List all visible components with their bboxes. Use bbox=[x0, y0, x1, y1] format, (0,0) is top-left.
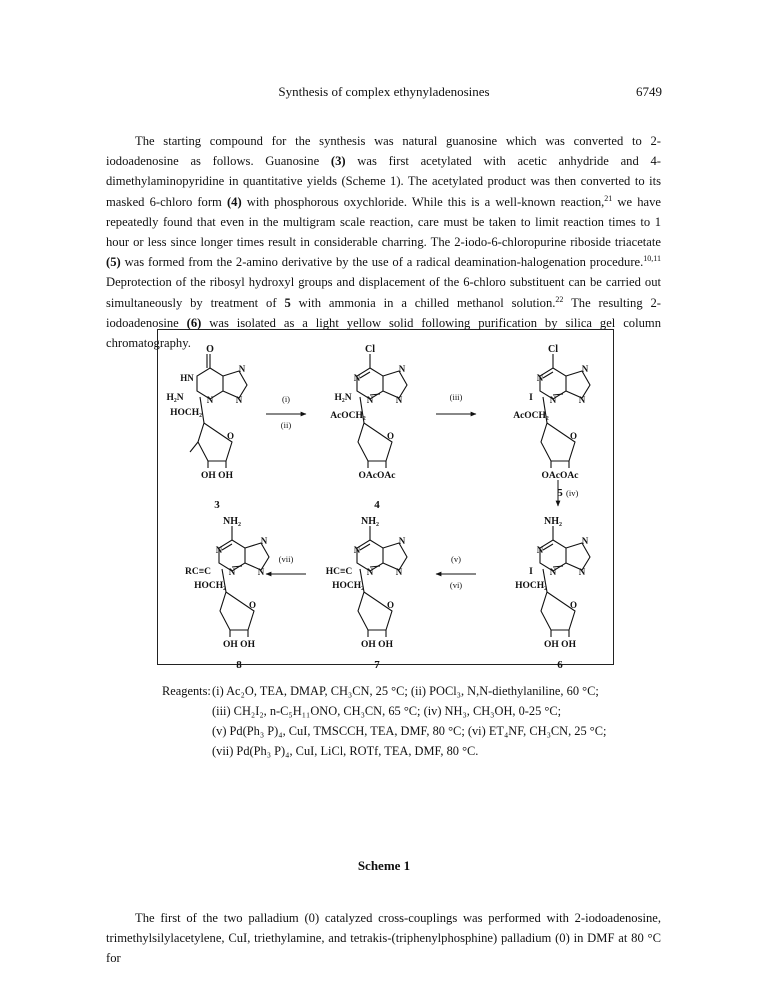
sugar-5-label: AcOCH₂ bbox=[513, 411, 549, 421]
atom-label: N bbox=[366, 395, 374, 405]
arrow-6-to-7 bbox=[436, 554, 476, 590]
reagents-list bbox=[162, 681, 682, 761]
sugar-hydroxyls: OH OH bbox=[361, 640, 393, 650]
atom-label: HN bbox=[180, 373, 194, 383]
citation-10-11: 10,11 bbox=[643, 254, 661, 264]
body-paragraph-2: The first of the two palladium (0) catalyzed cross-couplings was performed with 2-iodoadenosine, trimethylsilylacetylene, CuI, triethylamine, and tetrakis-(triphenylphosphine) palladium (0) in DMF at 80 °C for bbox=[106, 911, 661, 966]
step-label: (iv) bbox=[566, 488, 579, 498]
compound-number: 6 bbox=[557, 659, 563, 671]
reagents-line: (vii) Pd(Ph₃ P)₄, CuI, LiCl, ROTf, TEA, DMF, 80 °C. bbox=[212, 744, 479, 758]
atom-label: N bbox=[578, 395, 586, 405]
citation-21: 21 bbox=[604, 193, 613, 203]
ring-oxygen: O bbox=[227, 431, 235, 441]
compound-4 bbox=[330, 344, 407, 511]
atom-label: N bbox=[366, 567, 374, 577]
atom-label: N bbox=[581, 536, 589, 546]
atom-label: N bbox=[549, 395, 557, 405]
ring-oxygen: O bbox=[570, 600, 578, 610]
atom-label: N bbox=[536, 545, 544, 555]
arrow-7-to-8 bbox=[266, 554, 306, 574]
sugar-5-label: HOCH₂ bbox=[194, 581, 226, 591]
sugar-5-label: HOCH₂ bbox=[332, 581, 364, 591]
sugar-acetates: OAcOAc bbox=[541, 471, 579, 481]
arrow-3-to-4 bbox=[266, 394, 306, 430]
atom-label: N bbox=[395, 395, 403, 405]
atom-label: N bbox=[581, 364, 589, 374]
compound-number: 4 bbox=[374, 499, 380, 511]
sugar-hydroxyls: OH OH bbox=[544, 640, 576, 650]
compound-6 bbox=[515, 516, 590, 671]
atom-label: N bbox=[398, 536, 406, 546]
substituent-2: I bbox=[529, 567, 533, 577]
compound-number: 8 bbox=[236, 659, 242, 671]
atom-label: N bbox=[395, 567, 403, 577]
scheme-1-figure bbox=[157, 329, 614, 671]
atom-label: N bbox=[353, 545, 361, 555]
compound-number: 7 bbox=[374, 659, 380, 671]
atom-label: O bbox=[206, 344, 214, 355]
compound-number: 5 bbox=[557, 487, 563, 499]
citation-22: 22 bbox=[555, 294, 564, 304]
step-label: (ii) bbox=[280, 420, 292, 430]
step-label: (i) bbox=[281, 394, 291, 404]
reagents-line: (v) Pd(Ph₃ P)₄, CuI, TMSCCH, TEA, DMF, 80 °C; (vi) ET₄NF, CH₃CN, 25 °C; bbox=[212, 724, 607, 738]
scheme-caption: Scheme 1 bbox=[357, 858, 411, 873]
atom-label: N bbox=[549, 567, 557, 577]
reagents-line: (i) Ac₂O, TEA, DMAP, CH₃CN, 25 °C; (ii) POCl₃, N,N-diethylaniline, 60 °C; bbox=[212, 684, 599, 698]
substituent-2: H₂N bbox=[166, 393, 184, 403]
sugar-acetates: OAcOAc bbox=[358, 471, 396, 481]
substituent-2: H₂N bbox=[334, 393, 352, 403]
sugar-5-label: HOCH₂ bbox=[170, 408, 202, 418]
ring-oxygen: O bbox=[570, 431, 578, 441]
atom-label: N bbox=[260, 536, 268, 546]
compound-7 bbox=[326, 516, 407, 671]
running-header: Synthesis of complex ethynyladenosines bbox=[278, 84, 490, 99]
substituent-2: RC≡C bbox=[185, 567, 211, 577]
substituent-2: HC≡C bbox=[325, 567, 353, 577]
atom-label: Cl bbox=[365, 344, 375, 355]
compound-5 bbox=[513, 344, 590, 499]
atom-label: N bbox=[206, 395, 214, 405]
atom-label: N bbox=[398, 364, 406, 374]
reagents-line: (iii) CH₂I₂, n-C₅H₁₁ONO, CH₃CN, 65 °C; (iv) NH₃, CH₃OH, 0-25 °C; bbox=[212, 704, 562, 718]
sugar-5-label: HOCH₂ bbox=[515, 581, 547, 591]
sugar-5-label: AcOCH₂ bbox=[330, 411, 366, 421]
sugar-hydroxyls: OH OH bbox=[201, 471, 233, 481]
atom-label: NH₂ bbox=[544, 516, 562, 527]
step-label: (iii) bbox=[449, 392, 463, 402]
atom-label: N bbox=[257, 567, 265, 577]
atom-label: NH₂ bbox=[361, 516, 379, 527]
sugar-hydroxyls: OH OH bbox=[223, 640, 255, 650]
atom-label: NH₂ bbox=[223, 516, 241, 527]
reaction-scheme bbox=[158, 330, 613, 671]
ring-oxygen: O bbox=[387, 600, 395, 610]
atom-label: N bbox=[238, 364, 246, 374]
step-label: (vi) bbox=[449, 580, 463, 590]
atom-label: N bbox=[215, 545, 223, 555]
substituent-2: I bbox=[529, 393, 533, 403]
arrow-4-to-5 bbox=[436, 392, 476, 414]
compound-3 bbox=[166, 344, 247, 511]
atom-label: N bbox=[353, 373, 361, 383]
body-paragraph-1: The starting compound for the synthesis was natural guanosine which was converted to 2-iodoadenosine as follows. Guanosine (3) was first acetylated with acetic anhydride and 4-dimethylaminopyridine in quantitative yields (Scheme 1). The acetylated product was then converted to its masked 6-chloro form (4) with phosphorous oxychloride. While this is a well-known reaction,$^{21}$ we have repeatedly found that even in the multigram scale reaction, care must be taken to limit reaction times to 1 hour or less since longer times result in considerable charring. The 2-iodo-6-chloropurine riboside triacetate (5) was formed from the 2-amino derivative by the use of a radical deamination-halogenation procedure.$^{10,11}$ Deprotection of the ribosyl hydroxyl groups and displacement of the 6-chloro substituent can be carried out simultaneously by treatment of 5 with ammonia in a chilled methanol solution.$^{22}$ The resulting 2-iodoadenosine (6) was isolated as a light yellow solid following purification by silica gel column chromatography. bbox=[106, 134, 661, 351]
atom-label: N bbox=[235, 395, 243, 405]
atom-label: N bbox=[536, 373, 544, 383]
ring-oxygen: O bbox=[249, 600, 257, 610]
atom-label: N bbox=[578, 567, 586, 577]
ring-oxygen: O bbox=[387, 431, 395, 441]
page-number: 6749 bbox=[636, 84, 662, 99]
compound-number: 3 bbox=[214, 499, 220, 511]
atom-label: Cl bbox=[548, 344, 558, 355]
compound-8 bbox=[185, 516, 269, 671]
reagents-label: Reagents: bbox=[162, 684, 211, 698]
step-label: (v) bbox=[451, 554, 461, 564]
atom-label: N bbox=[228, 567, 236, 577]
step-label: (vii) bbox=[278, 554, 294, 564]
